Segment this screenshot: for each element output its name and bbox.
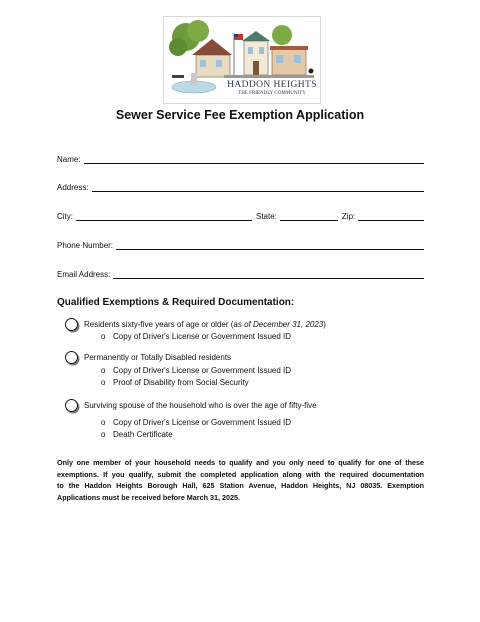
exemption-surviving-spouse <box>65 399 317 412</box>
state-label: State: <box>256 212 277 221</box>
disabled-doc-2: o Proof of Disability from Social Security <box>101 378 249 387</box>
phone-label: Phone Number: <box>57 241 114 250</box>
senior-checkbox[interactable] <box>65 318 78 331</box>
exemption-senior <box>65 318 326 331</box>
exemption-disabled <box>65 351 231 364</box>
senior-label: Residents sixty-five years of age or older (as of December 31, 2023) <box>84 320 326 329</box>
zip-input[interactable] <box>358 210 424 221</box>
phone-field <box>57 236 424 250</box>
phone-input[interactable] <box>116 239 424 250</box>
disabled-doc-1: o Copy of Driver's License or Government Issued ID <box>101 366 292 375</box>
city-state-zip-row <box>57 207 424 221</box>
name-label: Name: <box>57 155 81 164</box>
zip-label: Zip: <box>341 212 356 221</box>
email-field <box>57 265 424 279</box>
logo-wordmark: HADDON HEIGHTS <box>227 80 317 90</box>
spouse-label: Surviving spouse of the household who is over the age of fifty-five <box>84 401 317 410</box>
instructions-line: to the Haddon Heights Borough Hall, 625 Station Avenue, Haddon Heights, NJ 08035. Exemption <box>57 481 424 490</box>
email-label: Email Address: <box>57 270 111 279</box>
address-input[interactable] <box>92 181 424 192</box>
spouse-doc-2: o Death Certificate <box>101 430 173 439</box>
city-label: City: <box>57 212 73 221</box>
disabled-checkbox[interactable] <box>65 351 78 364</box>
name-field <box>57 150 424 164</box>
city-input[interactable] <box>76 210 252 221</box>
senior-doc-1: o Copy of Driver's License or Government Issued ID <box>101 332 292 341</box>
name-input[interactable] <box>84 153 424 164</box>
address-label: Address: <box>57 183 89 192</box>
exemptions-heading: Qualified Exemptions & Required Documentation: <box>57 297 295 308</box>
spouse-doc-1: o Copy of Driver's License or Government Issued ID <box>101 418 292 427</box>
state-input[interactable] <box>280 210 338 221</box>
instructions-line: Only one member of your household needs to qualify and you only need to qualify for one of these <box>57 458 424 467</box>
form-title: Sewer Service Fee Exemption Application <box>115 108 365 122</box>
instructions-line: Applications must be received before March 31, 2025. <box>57 492 240 502</box>
email-input[interactable] <box>113 268 424 279</box>
instructions-line: exemptions. If you qualify, submit the completed application along with the required documentation <box>57 469 424 479</box>
submission-instructions <box>57 457 424 503</box>
disabled-label: Permanently or Totally Disabled residents <box>84 353 232 362</box>
spouse-checkbox[interactable] <box>65 399 78 412</box>
logo-tagline: THE FRIENDLY COMMUNITY <box>238 91 306 96</box>
address-field <box>57 178 424 192</box>
